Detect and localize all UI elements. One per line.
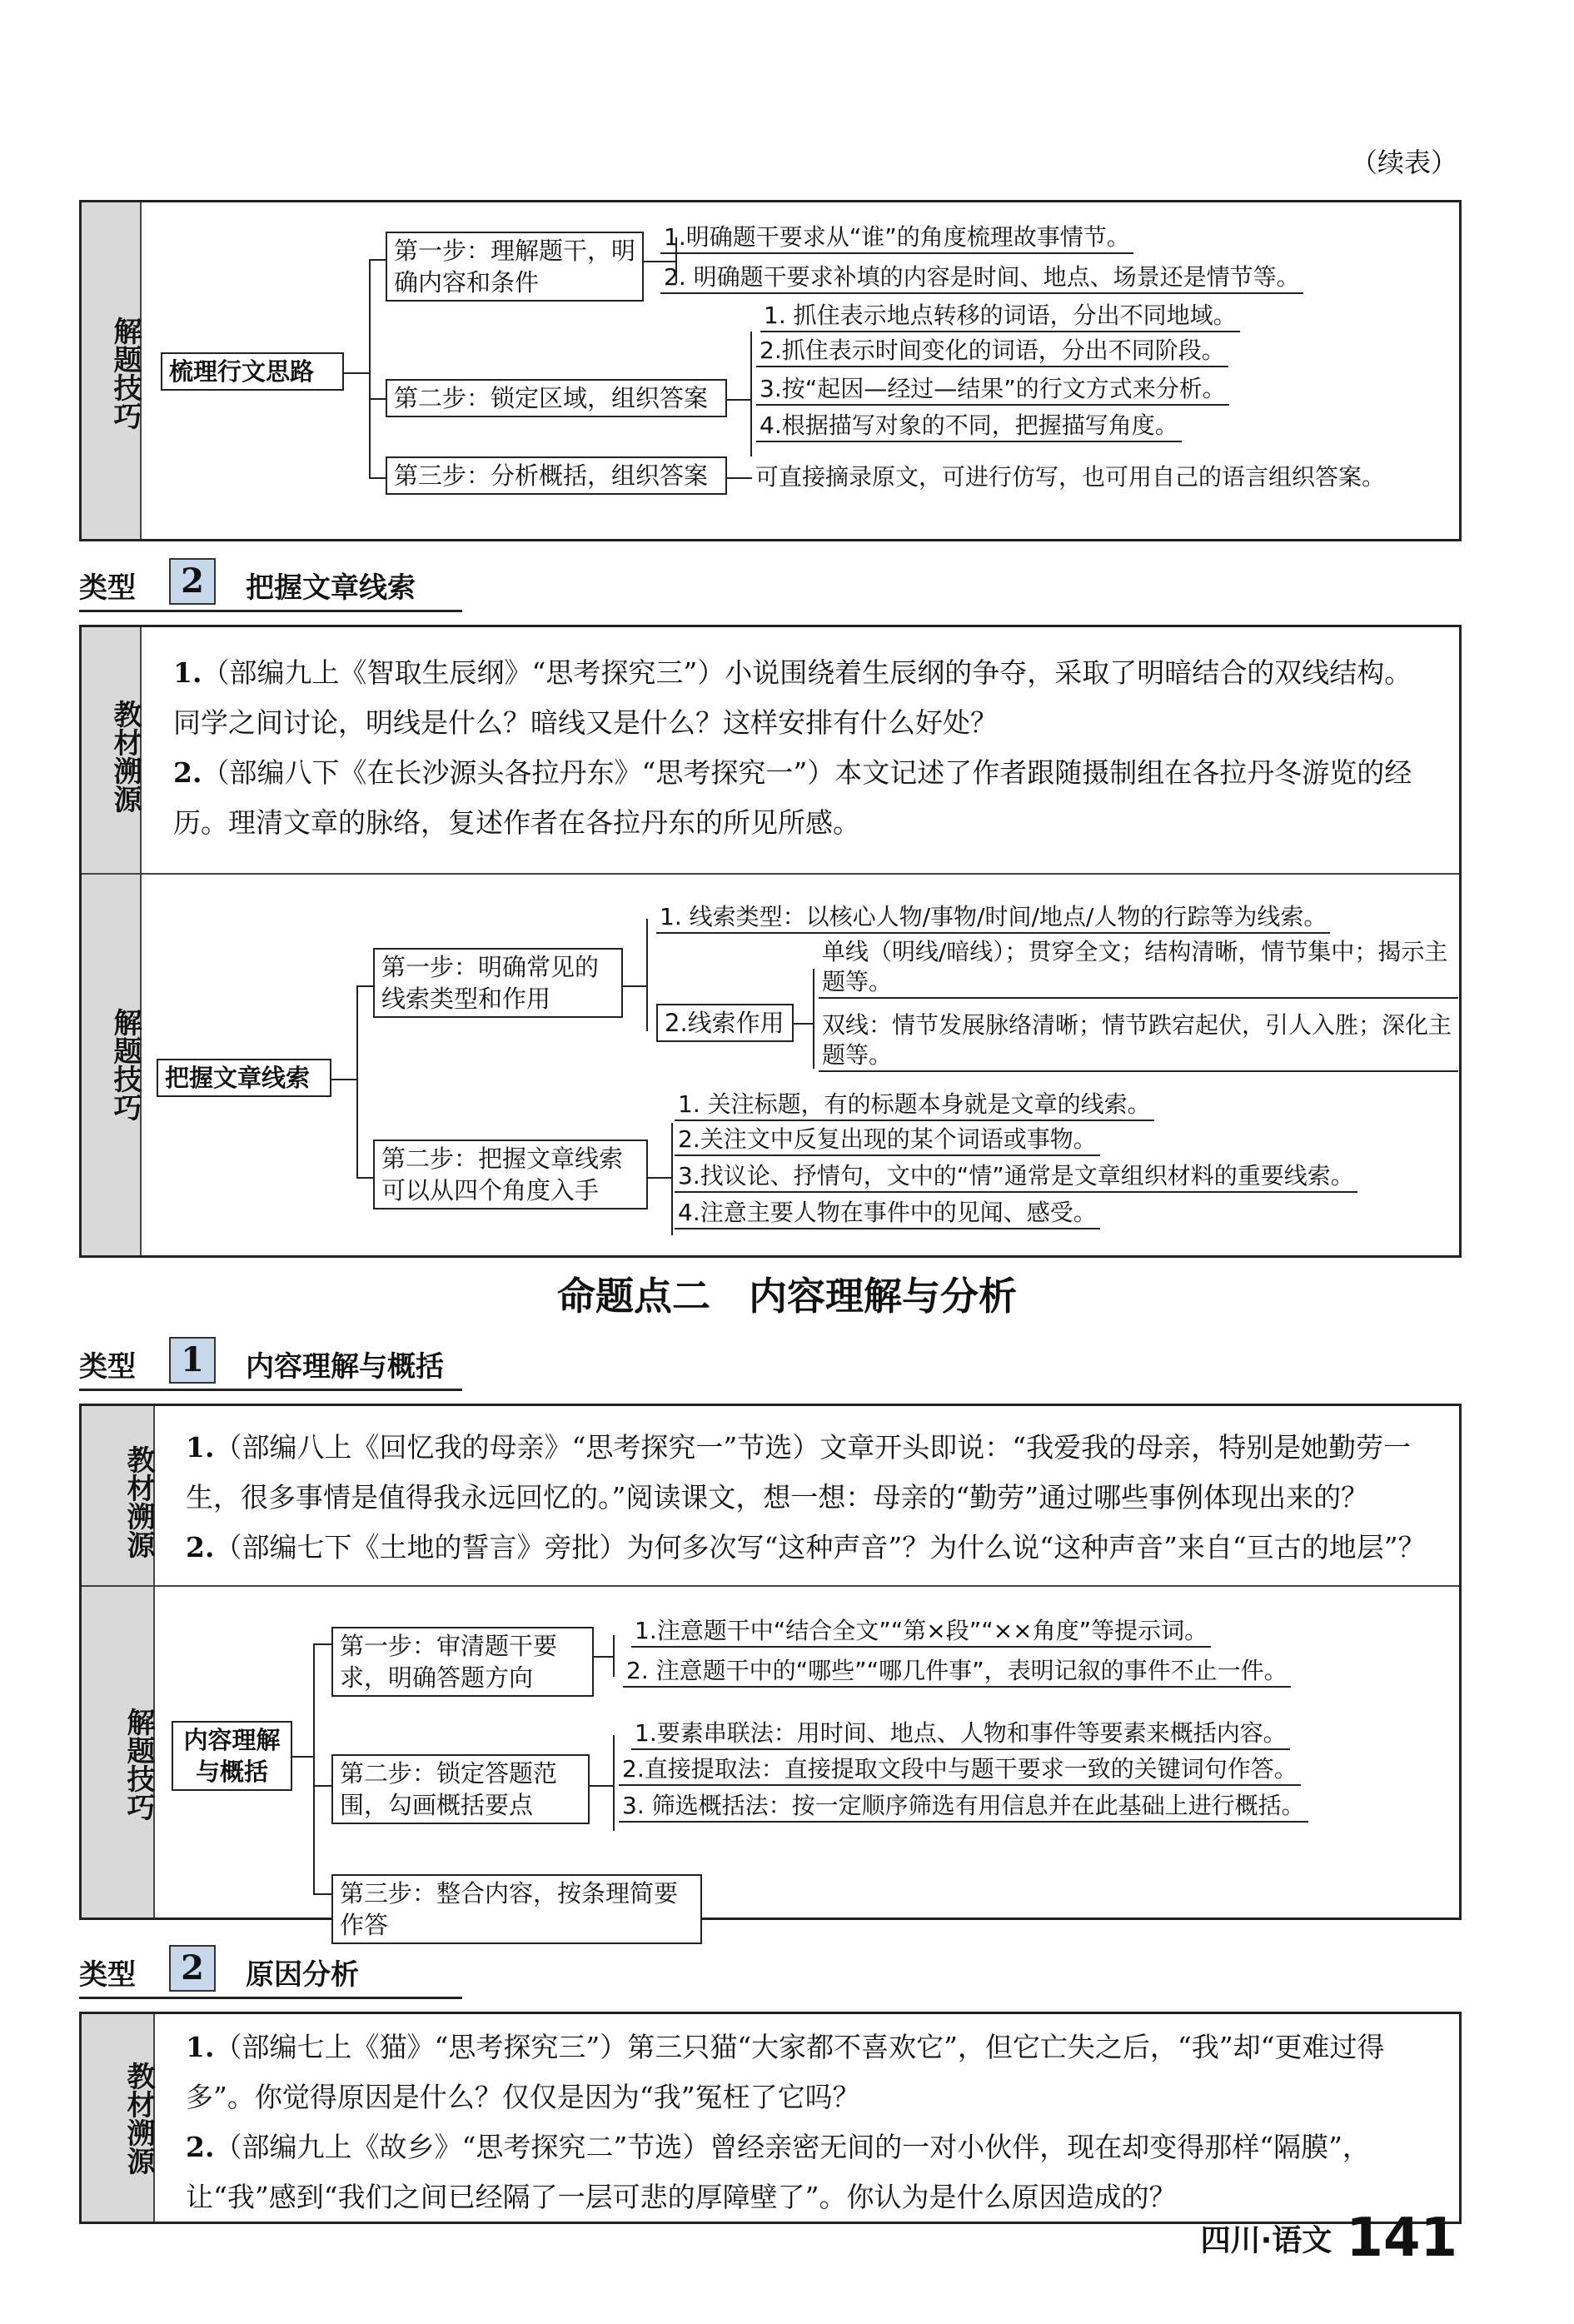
step1-item: 1. 线索类型：以核心人物/事物/时间/地点/人物的行踪等为线索。 [656,902,1330,934]
type-kind: 类型 [79,571,136,605]
side-label: 教材溯源 [122,2062,155,2175]
step2-item: 2.直接提取法：直接提取文段中与题干要求一致的关键词句作答。 [619,1754,1301,1786]
step2-item: 1.要素串联法：用时间、地点、人物和事件等要素来概括内容。 [631,1718,1290,1750]
step2-item: 3.找议论、抒情句，文中的“情”通常是文章组织材料的重要线索。 [675,1161,1357,1193]
step2-box: 第二步：锁定区域，组织答案 [386,379,727,417]
type-title: 原因分析 [246,1958,359,1992]
step2-item: 2.抓住表示时间变化的词语，分出不同阶段。 [756,336,1228,367]
page-footer [1201,2207,1457,2269]
step1-item: 2. 注意题干中的“哪些”“哪几件事”，表明记叙的事件不止一件。 [623,1656,1291,1688]
step2-item: 3.按“起因—经过—结果”的行文方式来分析。 [756,374,1229,406]
step1-item: 2. 明确题干要求补填的内容是时间、地点、场景还是情节等。 [660,262,1303,294]
page-number: 141 [1346,2207,1457,2269]
side-label: 解题技巧 [108,317,142,430]
continued-label: （续表） [1350,147,1457,178]
side-label: 教材溯源 [108,700,142,813]
type-header [79,558,579,608]
root-box: 把握文章线索 [157,1059,331,1097]
type-header [79,1945,579,1995]
question-1: 1.（部编九上《智取生辰纲》“思考探究三”）小说围绕着生辰纲的争夺，采取了明暗结合的双线结构。同学之间讨论，明线是什么？暗线又是什么？这样安排有什么好处？ [173,656,1412,739]
step1-item: 1.明确题干要求从“谁”的角度梳理故事情节。 [660,222,1133,254]
root-box: 梳理行文思路 [161,352,344,391]
step1-box: 第一步：审清题干要求，明确答题方向 [331,1627,594,1697]
type-kind: 类型 [79,1350,136,1384]
type-header [79,1337,579,1387]
step2-item: 3. 筛选概括法：按一定顺序筛选有用信息并在此基础上进行概括。 [619,1791,1308,1823]
step1-item: 1.注意题干中“结合全文”“第×段”“××角度”等提示词。 [631,1616,1211,1648]
type-title: 把握文章线索 [246,571,416,605]
step2-item: 1. 关注标题，有的标题本身就是文章的线索。 [675,1090,1154,1121]
question-1: 1.（部编八上《回忆我的母亲》“思考探究一”节选）文章开头即说：“我爱我的母亲，特别是她勤劳一生，很多事情是值得我永远回忆的。”阅读课文，想一想：母亲的“勤劳”通过哪些事例体现出来的？ [186,1431,1412,1514]
step2-item: 4.根据描写对象的不同，把握描写角度。 [756,411,1182,442]
step2-box: 第二步：把握文章线索可以从四个角度入手 [373,1140,648,1209]
side-label: 解题技巧 [108,1008,142,1121]
step3-item: 可直接摘录原文，可进行仿写，也可用自己的语言组织答案。 [755,463,1386,491]
step2-item: 2.关注文中反复出现的某个词语或事物。 [675,1125,1100,1156]
question-2: 2.（部编八下《在长沙源头各拉丹东》“思考探究一”）本文记述了作者跟随摄制组在各拉丹冬游览的经历。理清文章的脉络，复述作者在各拉丹东的所见所感。 [173,756,1412,839]
panel-clue [79,625,1462,1258]
clue-function-item: 双线：情节发展脉络清晰；情节跌宕起伏，引人入胜；深化主题等。 [819,1010,1458,1072]
root-box: 内容理解与概括 [172,1721,292,1791]
section-title: 命题点二 内容理解与分析 [557,1274,1017,1319]
footer-region: 四川·语文 [1200,2223,1332,2258]
clue-function-item: 单线（明线/暗线）；贯穿全文；结构清晰，情节集中；揭示主题等。 [819,937,1458,999]
step1-box: 第一步：理解题干，明确内容和条件 [386,232,644,302]
step2-item: 1. 抓住表示地点转移的词语，分出不同地域。 [760,301,1240,332]
step3-box: 第三步：整合内容，按条理简要作答 [331,1874,702,1944]
panel-content-summary [79,1404,1462,1939]
question-2: 2.（部编九上《故乡》“思考探究二”节选）曾经亲密无间的一对小伙伴，现在却变得那样“隔膜”，让“我”感到“我们之间已经隔了一层可悲的厚障壁了”。你认为是什么原因造成的？ [186,2131,1370,2213]
side-label: 教材溯源 [122,1445,155,1558]
step2-item: 4.注意主要人物在事件中的见闻、感受。 [675,1198,1100,1229]
panel-cause-analysis [79,2012,1462,2224]
step1-box: 第一步：明确常见的线索类型和作用 [373,948,623,1018]
type-number: 2 [169,558,216,605]
type-title: 内容理解与概括 [246,1350,444,1384]
step2-box: 第二步：锁定答题范围，勾画概括要点 [331,1754,590,1824]
type-number: 1 [169,1337,216,1384]
question-2: 2.（部编七下《土地的誓言》旁批）为何多次写“这种声音”？为什么说“这种声音”来自“亘古的地层”？ [186,1531,1426,1563]
type-number: 2 [169,1945,216,1992]
side-label: 解题技巧 [122,1708,155,1821]
panel-reading-approach [79,200,1462,541]
question-1: 1.（部编七上《猫》“思考探究三”）第三只猫“大家都不喜欢它”，但它亡失之后，“我”却“更难过得多”。你觉得原因是什么？仅仅是因为“我”冤枉了它吗？ [186,2031,1385,2113]
step3-box: 第三步：分析概括，组织答案 [386,456,727,495]
clue-function-box: 2.线索作用 [656,1004,794,1042]
type-kind: 类型 [79,1958,136,1992]
